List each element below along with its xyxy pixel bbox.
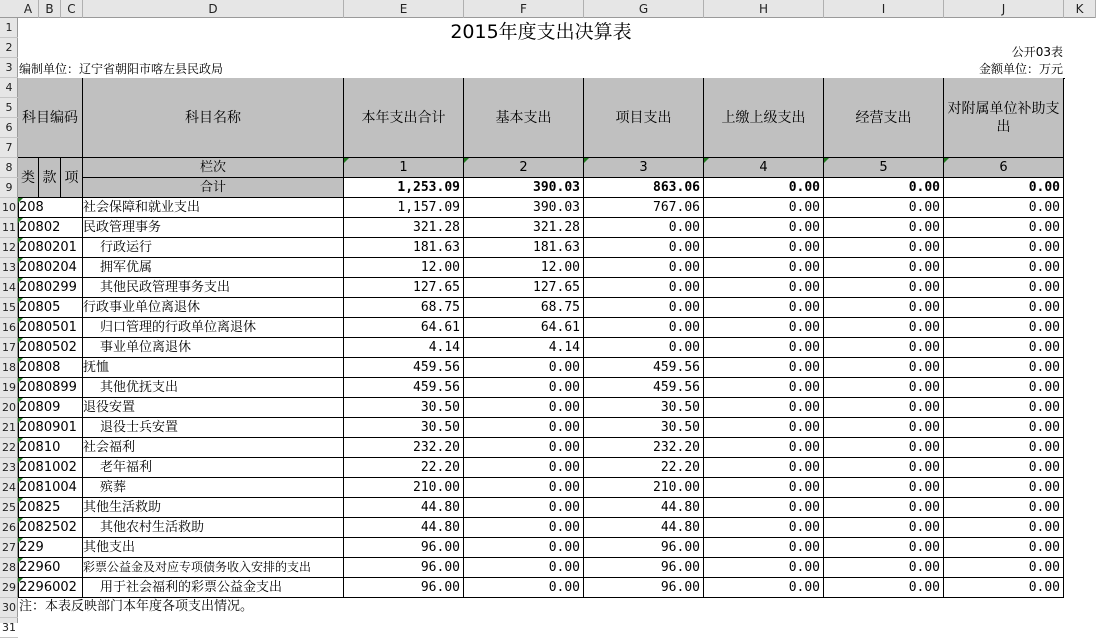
amount-cell[interactable]: 0.00 bbox=[824, 578, 944, 598]
amount-cell[interactable]: 0.00 bbox=[824, 458, 944, 478]
amount-cell[interactable]: 0.00 bbox=[824, 318, 944, 338]
number-stored-as-text-indicator bbox=[824, 158, 829, 163]
amount-cell[interactable]: 22.20 bbox=[584, 458, 704, 478]
amount-cell[interactable]: 12.00 bbox=[344, 258, 464, 278]
amount-cell[interactable]: 96.00 bbox=[584, 538, 704, 558]
column-header-bar bbox=[0, 0, 1096, 18]
amount-cell[interactable]: 0.00 bbox=[464, 538, 584, 558]
row-header-15[interactable]: 15 bbox=[0, 298, 18, 318]
row-header-6[interactable]: 6 bbox=[0, 118, 18, 138]
subject-code-cell[interactable]: 2081002 bbox=[18, 458, 83, 478]
amount-cell[interactable]: 0.00 bbox=[824, 258, 944, 278]
amount-cell[interactable]: 0.00 bbox=[824, 398, 944, 418]
amount-cell[interactable]: 22.20 bbox=[344, 458, 464, 478]
subsidiary-subsidy-expenditure-header[interactable]: 对附属单位补助支出 bbox=[944, 78, 1064, 158]
column-header-e[interactable]: E bbox=[344, 0, 464, 18]
amount-cell[interactable]: 0.00 bbox=[584, 218, 704, 238]
amount-cell[interactable]: 0.00 bbox=[584, 298, 704, 318]
amount-cell[interactable]: 30.50 bbox=[584, 398, 704, 418]
row-header-20[interactable]: 20 bbox=[0, 398, 18, 418]
total-expenditure-header[interactable]: 本年支出合计 bbox=[344, 78, 464, 158]
subject-name-cell[interactable]: 退役安置 bbox=[83, 398, 344, 418]
amount-cell[interactable]: 0.00 bbox=[704, 478, 824, 498]
row-header-31[interactable]: 31 bbox=[0, 618, 18, 638]
amount-cell[interactable]: 0.00 bbox=[944, 218, 1064, 238]
total-value[interactable]: 1,253.09 bbox=[344, 178, 464, 198]
amount-cell[interactable]: 181.63 bbox=[344, 238, 464, 258]
number-stored-as-text-indicator bbox=[18, 398, 23, 403]
amount-cell[interactable]: 30.50 bbox=[584, 418, 704, 438]
amount-cell[interactable]: 0.00 bbox=[704, 418, 824, 438]
amount-cell[interactable]: 0.00 bbox=[584, 278, 704, 298]
subject-code-cell[interactable]: 20802 bbox=[18, 218, 83, 238]
amount-cell[interactable]: 0.00 bbox=[944, 298, 1064, 318]
column-header-j[interactable]: J bbox=[944, 0, 1064, 18]
amount-cell[interactable]: 0.00 bbox=[464, 558, 584, 578]
row-header-28[interactable]: 28 bbox=[0, 558, 18, 578]
amount-cell[interactable]: 0.00 bbox=[824, 238, 944, 258]
amount-cell[interactable]: 0.00 bbox=[824, 298, 944, 318]
subject-code-cell[interactable]: 2081004 bbox=[18, 478, 83, 498]
amount-cell[interactable]: 0.00 bbox=[464, 378, 584, 398]
amount-cell[interactable]: 96.00 bbox=[344, 578, 464, 598]
number-stored-as-text-indicator bbox=[18, 438, 23, 443]
amount-cell[interactable]: 0.00 bbox=[584, 338, 704, 358]
amount-cell[interactable]: 0.00 bbox=[704, 258, 824, 278]
amount-cell[interactable]: 4.14 bbox=[464, 338, 584, 358]
number-stored-as-text-indicator bbox=[18, 578, 23, 583]
amount-cell[interactable]: 0.00 bbox=[824, 538, 944, 558]
column-number-2[interactable]: 2 bbox=[464, 158, 584, 178]
total-value[interactable]: 0.00 bbox=[704, 178, 824, 198]
column-number-4[interactable]: 4 bbox=[704, 158, 824, 178]
amount-cell[interactable]: 210.00 bbox=[584, 478, 704, 498]
subject-name-cell[interactable]: 其他农村生活救助 bbox=[83, 518, 344, 538]
amount-cell[interactable]: 459.56 bbox=[344, 358, 464, 378]
amount-cell[interactable]: 0.00 bbox=[464, 578, 584, 598]
amount-cell[interactable]: 0.00 bbox=[824, 438, 944, 458]
row-header-bar bbox=[0, 18, 18, 634]
amount-cell[interactable]: 0.00 bbox=[824, 358, 944, 378]
amount-cell[interactable]: 210.00 bbox=[344, 478, 464, 498]
amount-cell[interactable]: 4.14 bbox=[344, 338, 464, 358]
basic-expenditure-header[interactable]: 基本支出 bbox=[464, 78, 584, 158]
number-stored-as-text-indicator bbox=[18, 338, 23, 343]
subject-name-cell[interactable]: 其他支出 bbox=[83, 538, 344, 558]
amount-cell[interactable]: 0.00 bbox=[464, 398, 584, 418]
amount-cell[interactable]: 459.56 bbox=[584, 358, 704, 378]
subject-name-cell[interactable]: 退役士兵安置 bbox=[83, 418, 344, 438]
subject-name-header[interactable]: 科目名称 bbox=[83, 78, 344, 158]
column-header-h[interactable]: H bbox=[704, 0, 824, 18]
amount-cell[interactable]: 68.75 bbox=[464, 298, 584, 318]
amount-cell[interactable]: 12.00 bbox=[464, 258, 584, 278]
number-stored-as-text-indicator bbox=[18, 378, 23, 383]
amount-cell[interactable]: 0.00 bbox=[824, 378, 944, 398]
column-number-1[interactable]: 1 bbox=[344, 158, 464, 178]
amount-cell[interactable]: 0.00 bbox=[944, 258, 1064, 278]
amount-cell[interactable]: 64.61 bbox=[344, 318, 464, 338]
amount-cell[interactable]: 0.00 bbox=[704, 338, 824, 358]
amount-cell[interactable]: 44.80 bbox=[344, 498, 464, 518]
row-header-29[interactable]: 29 bbox=[0, 578, 18, 598]
number-stored-as-text-indicator bbox=[18, 298, 23, 303]
subject-code-cell[interactable]: 2080901 bbox=[18, 418, 83, 438]
number-stored-as-text-indicator bbox=[18, 238, 23, 243]
subject-code-cell[interactable]: 208 bbox=[18, 198, 83, 218]
amount-cell[interactable]: 44.80 bbox=[584, 518, 704, 538]
number-stored-as-text-indicator bbox=[18, 318, 23, 323]
amount-cell[interactable]: 0.00 bbox=[944, 478, 1064, 498]
amount-cell[interactable]: 0.00 bbox=[944, 198, 1064, 218]
column-header-i[interactable]: I bbox=[824, 0, 944, 18]
amount-cell[interactable]: 0.00 bbox=[464, 358, 584, 378]
row-index-label[interactable]: 栏次 bbox=[83, 158, 344, 178]
amount-cell[interactable]: 0.00 bbox=[704, 498, 824, 518]
row-header-22[interactable]: 22 bbox=[0, 438, 18, 458]
amount-cell[interactable]: 0.00 bbox=[944, 318, 1064, 338]
subject-name-cell[interactable]: 抚恤 bbox=[83, 358, 344, 378]
number-stored-as-text-indicator bbox=[18, 418, 23, 423]
subject-name-cell[interactable]: 其他生活救助 bbox=[83, 498, 344, 518]
amount-cell[interactable]: 96.00 bbox=[344, 538, 464, 558]
amount-cell[interactable]: 0.00 bbox=[704, 458, 824, 478]
subject-name-cell[interactable]: 社会保障和就业支出 bbox=[83, 198, 344, 218]
amount-cell[interactable]: 390.03 bbox=[464, 198, 584, 218]
column-header-a[interactable]: A bbox=[18, 0, 39, 18]
subject-name-cell[interactable]: 民政管理事务 bbox=[83, 218, 344, 238]
amount-cell[interactable]: 0.00 bbox=[944, 518, 1064, 538]
amount-cell[interactable]: 0.00 bbox=[704, 198, 824, 218]
total-value[interactable]: 863.06 bbox=[584, 178, 704, 198]
row-header-9[interactable]: 9 bbox=[0, 178, 18, 198]
number-stored-as-text-indicator bbox=[18, 538, 23, 543]
number-stored-as-text-indicator bbox=[18, 518, 23, 523]
number-stored-as-text-indicator bbox=[18, 358, 23, 363]
number-stored-as-text-indicator bbox=[18, 558, 23, 563]
subject-name-cell[interactable]: 事业单位离退休 bbox=[83, 338, 344, 358]
amount-cell[interactable]: 0.00 bbox=[944, 538, 1064, 558]
subject-name-cell[interactable]: 其他优抚支出 bbox=[83, 378, 344, 398]
amount-cell[interactable]: 0.00 bbox=[824, 218, 944, 238]
xiang-header[interactable]: 项 bbox=[61, 158, 83, 198]
subject-code-cell[interactable]: 2296002 bbox=[18, 578, 83, 598]
table-note: 注：本表反映部门本年度各项支出情况。 bbox=[19, 599, 254, 614]
subject-name-cell[interactable]: 归口管理的行政单位离退休 bbox=[83, 318, 344, 338]
amount-cell[interactable]: 0.00 bbox=[704, 538, 824, 558]
row-header-10[interactable]: 10 bbox=[0, 198, 18, 218]
subject-name-cell[interactable]: 其他民政管理事务支出 bbox=[83, 278, 344, 298]
row-header-14[interactable]: 14 bbox=[0, 278, 18, 298]
number-stored-as-text-indicator bbox=[18, 198, 23, 203]
amount-cell[interactable]: 127.65 bbox=[344, 278, 464, 298]
total-value[interactable]: 390.03 bbox=[464, 178, 584, 198]
column-number-3[interactable]: 3 bbox=[584, 158, 704, 178]
row-header-19[interactable]: 19 bbox=[0, 378, 18, 398]
row-header-7[interactable]: 7 bbox=[0, 138, 18, 158]
amount-cell[interactable]: 181.63 bbox=[464, 238, 584, 258]
amount-cell[interactable]: 0.00 bbox=[944, 358, 1064, 378]
row-header-26[interactable]: 26 bbox=[0, 518, 18, 538]
subject-code-cell[interactable]: 2080204 bbox=[18, 258, 83, 278]
amount-cell[interactable]: 0.00 bbox=[464, 478, 584, 498]
number-stored-as-text-indicator bbox=[584, 158, 589, 163]
subject-name-cell[interactable]: 用于社会福利的彩票公益金支出 bbox=[83, 578, 344, 598]
amount-cell[interactable]: 767.06 bbox=[584, 198, 704, 218]
row-header-21[interactable]: 21 bbox=[0, 418, 18, 438]
amount-cell[interactable]: 0.00 bbox=[704, 318, 824, 338]
unit-label: 编制单位：辽宁省朝阳市喀左县民政局 bbox=[19, 62, 224, 76]
subject-code-cell[interactable]: 20825 bbox=[18, 498, 83, 518]
amount-cell[interactable]: 96.00 bbox=[584, 578, 704, 598]
amount-unit: 金额单位：万元 bbox=[978, 62, 1063, 76]
amount-cell[interactable]: 0.00 bbox=[704, 518, 824, 538]
amount-cell[interactable]: 0.00 bbox=[944, 578, 1064, 598]
subject-name-cell[interactable]: 彩票公益金及对应专项债务收入安排的支出 bbox=[83, 558, 344, 578]
amount-cell[interactable]: 0.00 bbox=[824, 198, 944, 218]
amount-cell[interactable]: 0.00 bbox=[944, 238, 1064, 258]
row-header-18[interactable]: 18 bbox=[0, 358, 18, 378]
row-header-30[interactable]: 30 bbox=[0, 598, 18, 618]
amount-cell[interactable]: 0.00 bbox=[704, 578, 824, 598]
subject-code-cell[interactable]: 22960 bbox=[18, 558, 83, 578]
column-header-c[interactable]: C bbox=[61, 0, 83, 18]
subject-code-cell[interactable]: 20808 bbox=[18, 358, 83, 378]
project-expenditure-header[interactable]: 项目支出 bbox=[584, 78, 704, 158]
column-header-f[interactable]: F bbox=[464, 0, 584, 18]
amount-cell[interactable]: 0.00 bbox=[464, 438, 584, 458]
amount-cell[interactable]: 0.00 bbox=[704, 238, 824, 258]
column-header-g[interactable]: G bbox=[584, 0, 704, 18]
sheet-title: 2015年度支出决算表 bbox=[450, 21, 632, 43]
amount-cell[interactable]: 0.00 bbox=[944, 418, 1064, 438]
subject-code-cell[interactable]: 2080299 bbox=[18, 278, 83, 298]
column-header-d[interactable]: D bbox=[83, 0, 344, 18]
row-header-12[interactable]: 12 bbox=[0, 238, 18, 258]
number-stored-as-text-indicator bbox=[18, 478, 23, 483]
amount-cell[interactable]: 0.00 bbox=[944, 438, 1064, 458]
amount-cell[interactable]: 459.56 bbox=[584, 378, 704, 398]
amount-cell[interactable]: 0.00 bbox=[584, 238, 704, 258]
column-number-6[interactable]: 6 bbox=[944, 158, 1064, 178]
amount-cell[interactable]: 96.00 bbox=[584, 558, 704, 578]
number-stored-as-text-indicator bbox=[18, 258, 23, 263]
column-header-b[interactable]: B bbox=[39, 0, 61, 18]
amount-cell[interactable]: 0.00 bbox=[944, 378, 1064, 398]
row-header-11[interactable]: 11 bbox=[0, 218, 18, 238]
amount-cell[interactable]: 0.00 bbox=[944, 338, 1064, 358]
amount-cell[interactable]: 0.00 bbox=[704, 378, 824, 398]
row-header-25[interactable]: 25 bbox=[0, 498, 18, 518]
subject-code-cell[interactable]: 20810 bbox=[18, 438, 83, 458]
number-stored-as-text-indicator bbox=[18, 218, 23, 223]
subject-code-cell[interactable]: 2080501 bbox=[18, 318, 83, 338]
amount-cell[interactable]: 64.61 bbox=[464, 318, 584, 338]
amount-cell[interactable]: 0.00 bbox=[704, 218, 824, 238]
amount-cell[interactable]: 0.00 bbox=[704, 278, 824, 298]
amount-cell[interactable]: 0.00 bbox=[584, 318, 704, 338]
amount-cell[interactable]: 44.80 bbox=[344, 518, 464, 538]
row-header-13[interactable]: 13 bbox=[0, 258, 18, 278]
amount-cell[interactable]: 321.28 bbox=[464, 218, 584, 238]
amount-cell[interactable]: 232.20 bbox=[584, 438, 704, 458]
amount-cell[interactable]: 0.00 bbox=[824, 518, 944, 538]
amount-cell[interactable]: 0.00 bbox=[944, 458, 1064, 478]
subject-name-cell[interactable]: 社会福利 bbox=[83, 438, 344, 458]
amount-cell[interactable]: 0.00 bbox=[464, 418, 584, 438]
amount-cell[interactable]: 0.00 bbox=[824, 498, 944, 518]
subject-code-cell[interactable]: 20809 bbox=[18, 398, 83, 418]
amount-cell[interactable]: 30.50 bbox=[344, 418, 464, 438]
amount-cell[interactable]: 0.00 bbox=[704, 398, 824, 418]
amount-cell[interactable]: 0.00 bbox=[824, 338, 944, 358]
amount-cell[interactable]: 0.00 bbox=[824, 278, 944, 298]
amount-cell[interactable]: 68.75 bbox=[344, 298, 464, 318]
amount-cell[interactable]: 0.00 bbox=[464, 518, 584, 538]
row-header-17[interactable]: 17 bbox=[0, 338, 18, 358]
row-header-27[interactable]: 27 bbox=[0, 538, 18, 558]
number-stored-as-text-indicator bbox=[18, 458, 23, 463]
subject-code-header[interactable]: 科目编码 bbox=[18, 78, 83, 158]
number-stored-as-text-indicator bbox=[344, 158, 349, 163]
amount-cell[interactable]: 0.00 bbox=[584, 258, 704, 278]
form-number: 公开03表 bbox=[1011, 45, 1063, 59]
total-label[interactable]: 合计 bbox=[83, 178, 344, 198]
amount-cell[interactable]: 0.00 bbox=[824, 478, 944, 498]
row-header-24[interactable]: 24 bbox=[0, 478, 18, 498]
remit-superior-expenditure-header[interactable]: 上缴上级支出 bbox=[704, 78, 824, 158]
amount-cell[interactable]: 0.00 bbox=[464, 498, 584, 518]
subject-code-cell[interactable]: 229 bbox=[18, 538, 83, 558]
row-header-4[interactable]: 4 bbox=[0, 78, 18, 98]
total-value[interactable]: 0.00 bbox=[824, 178, 944, 198]
operating-expenditure-header[interactable]: 经营支出 bbox=[824, 78, 944, 158]
amount-cell[interactable]: 96.00 bbox=[344, 558, 464, 578]
number-stored-as-text-indicator bbox=[18, 278, 23, 283]
amount-cell[interactable]: 0.00 bbox=[824, 418, 944, 438]
amount-cell[interactable]: 0.00 bbox=[944, 498, 1064, 518]
subject-name-cell[interactable]: 行政事业单位离退休 bbox=[83, 298, 344, 318]
number-stored-as-text-indicator bbox=[464, 158, 469, 163]
subject-code-cell[interactable]: 2080899 bbox=[18, 378, 83, 398]
row-header-5[interactable]: 5 bbox=[0, 98, 18, 118]
row-header-16[interactable]: 16 bbox=[0, 318, 18, 338]
amount-cell[interactable]: 0.00 bbox=[704, 358, 824, 378]
amount-cell[interactable]: 30.50 bbox=[344, 398, 464, 418]
number-stored-as-text-indicator bbox=[18, 498, 23, 503]
row-header-2[interactable]: 2 bbox=[0, 38, 18, 58]
subject-name-cell[interactable]: 老年福利 bbox=[83, 458, 344, 478]
amount-cell[interactable]: 0.00 bbox=[704, 438, 824, 458]
subject-code-cell[interactable]: 2080201 bbox=[18, 238, 83, 258]
amount-cell[interactable]: 0.00 bbox=[944, 278, 1064, 298]
amount-cell[interactable]: 232.20 bbox=[344, 438, 464, 458]
kuan-header[interactable]: 款 bbox=[39, 158, 61, 198]
subject-name-cell[interactable]: 行政运行 bbox=[83, 238, 344, 258]
subject-code-cell[interactable]: 2080502 bbox=[18, 338, 83, 358]
amount-cell[interactable]: 0.00 bbox=[944, 558, 1064, 578]
amount-cell[interactable]: 0.00 bbox=[944, 398, 1064, 418]
total-value[interactable]: 0.00 bbox=[944, 178, 1064, 198]
amount-cell[interactable]: 44.80 bbox=[584, 498, 704, 518]
amount-cell[interactable]: 0.00 bbox=[824, 558, 944, 578]
number-stored-as-text-indicator bbox=[704, 158, 709, 163]
subject-code-cell[interactable]: 2082502 bbox=[18, 518, 83, 538]
amount-cell[interactable]: 127.65 bbox=[464, 278, 584, 298]
subject-code-cell[interactable]: 20805 bbox=[18, 298, 83, 318]
subject-name-cell[interactable]: 殡葬 bbox=[83, 478, 344, 498]
row-header-1[interactable]: 1 bbox=[0, 18, 18, 38]
lei-header[interactable]: 类 bbox=[18, 158, 39, 198]
row-header-23[interactable]: 23 bbox=[0, 458, 18, 478]
amount-cell[interactable]: 1,157.09 bbox=[344, 198, 464, 218]
column-header-k[interactable]: K bbox=[1064, 0, 1096, 18]
column-number-5[interactable]: 5 bbox=[824, 158, 944, 178]
number-stored-as-text-indicator bbox=[944, 158, 949, 163]
amount-cell[interactable]: 0.00 bbox=[704, 558, 824, 578]
row-header-3[interactable]: 3 bbox=[0, 58, 18, 78]
amount-cell[interactable]: 459.56 bbox=[344, 378, 464, 398]
amount-cell[interactable]: 0.00 bbox=[464, 458, 584, 478]
amount-cell[interactable]: 0.00 bbox=[704, 298, 824, 318]
subject-name-cell[interactable]: 拥军优属 bbox=[83, 258, 344, 278]
amount-cell[interactable]: 321.28 bbox=[344, 218, 464, 238]
row-header-8[interactable]: 8 bbox=[0, 158, 18, 178]
